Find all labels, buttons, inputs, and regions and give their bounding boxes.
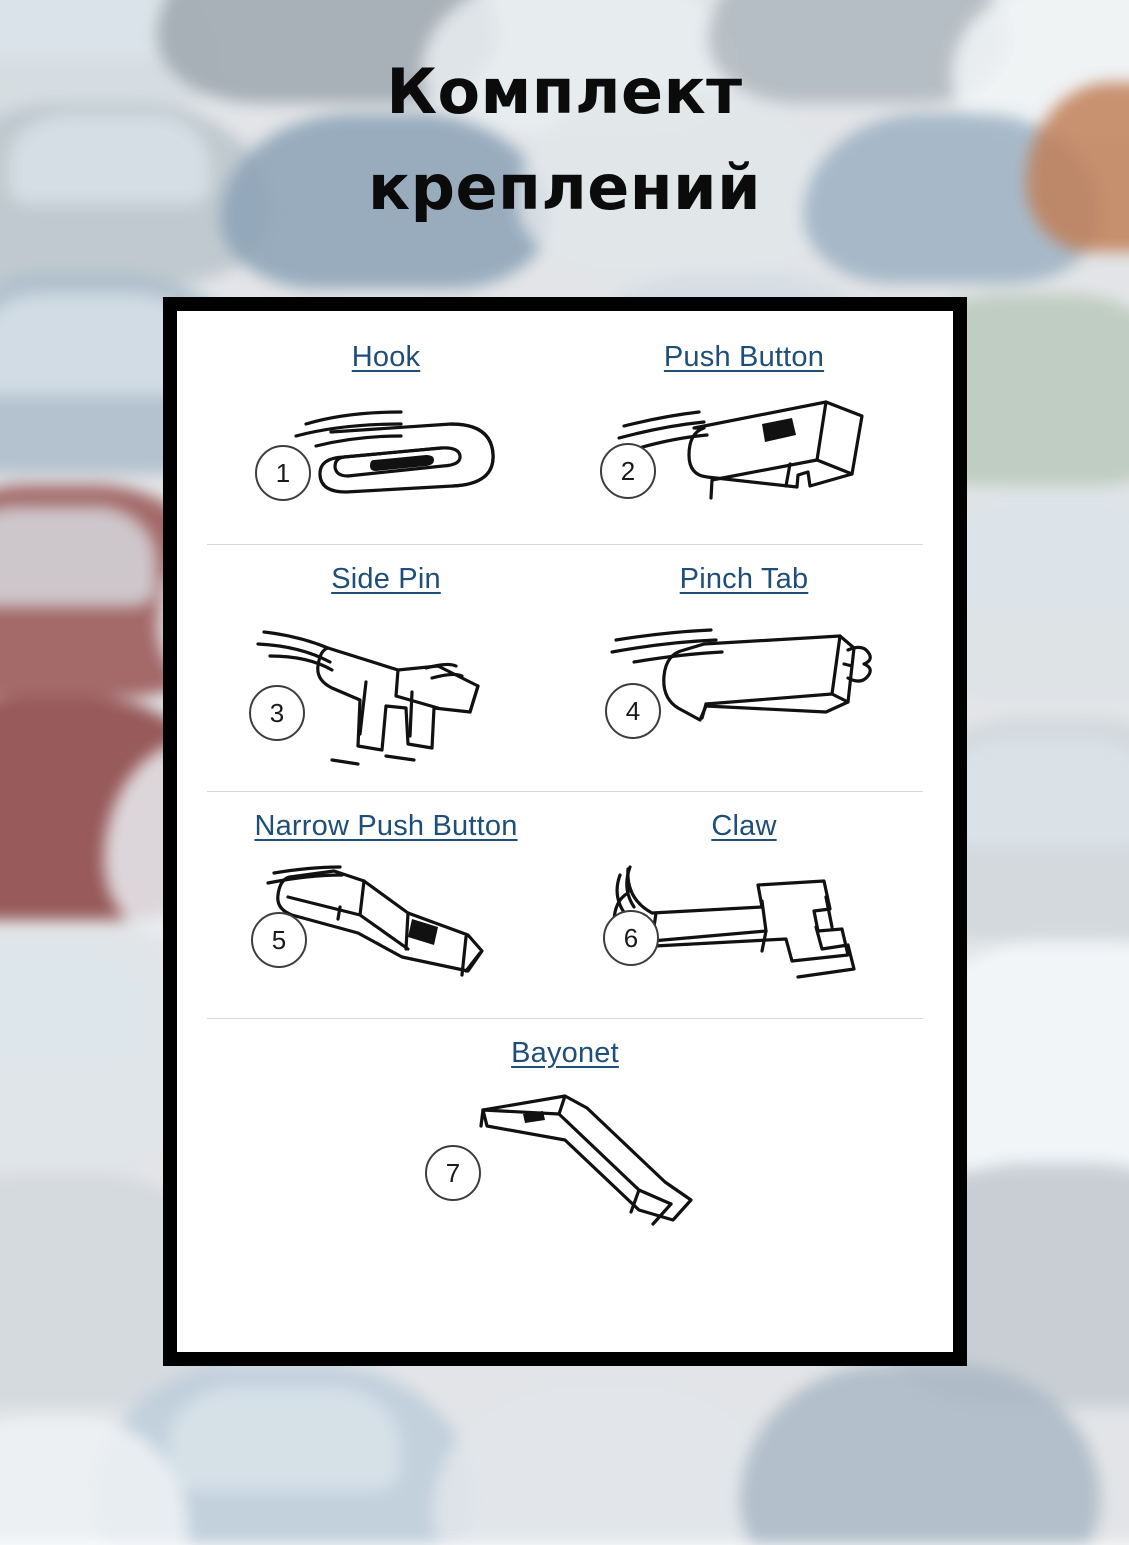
adapter-label: Claw: [711, 810, 777, 842]
adapter-number: 4: [605, 683, 661, 739]
background-car-glass: [0, 506, 157, 607]
background-car-glass: [952, 506, 1129, 607]
bayonet-adapter-icon: [207, 1080, 923, 1265]
poster-title-line-1: Комплект: [386, 55, 743, 128]
adapter-label: Bayonet: [511, 1037, 619, 1069]
adapter-number: 3: [249, 685, 305, 741]
adapter-label: Pinch Tab: [679, 563, 809, 595]
adapter-label: Push Button: [663, 341, 825, 373]
adapter-number: 7: [425, 1145, 481, 1201]
adapter-row: [207, 323, 923, 545]
poster-title: [0, 44, 1129, 236]
poster-title-line-2: креплений: [367, 151, 762, 224]
adapter-chart-frame: [163, 297, 967, 1366]
adapter-row: [207, 1019, 923, 1265]
adapter-number: 2: [600, 443, 656, 499]
background-car-glass: [0, 951, 146, 1057]
adapter-item-pinch-tab: [565, 545, 923, 791]
adapter-item-side-pin: [207, 545, 565, 791]
adapter-item-claw: [565, 792, 923, 1018]
adapter-number: 6: [603, 910, 659, 966]
adapter-number: 5: [251, 912, 307, 968]
adapter-item-bayonet: [207, 1019, 923, 1265]
background-car-glass: [168, 1386, 401, 1492]
adapter-item-hook: [207, 323, 565, 544]
adapter-chart: [177, 311, 953, 1352]
adapter-label: Side Pin: [331, 563, 441, 595]
adapter-item-push-button: [565, 323, 923, 544]
adapter-item-narrow-push-button: [207, 792, 565, 1018]
adapter-row: [207, 792, 923, 1019]
adapter-number: 1: [255, 445, 311, 501]
adapter-label: Hook: [351, 341, 421, 373]
adapter-label: Narrow Push Button: [254, 810, 518, 842]
adapter-row: [207, 545, 923, 792]
background-car-glass: [941, 739, 1129, 845]
